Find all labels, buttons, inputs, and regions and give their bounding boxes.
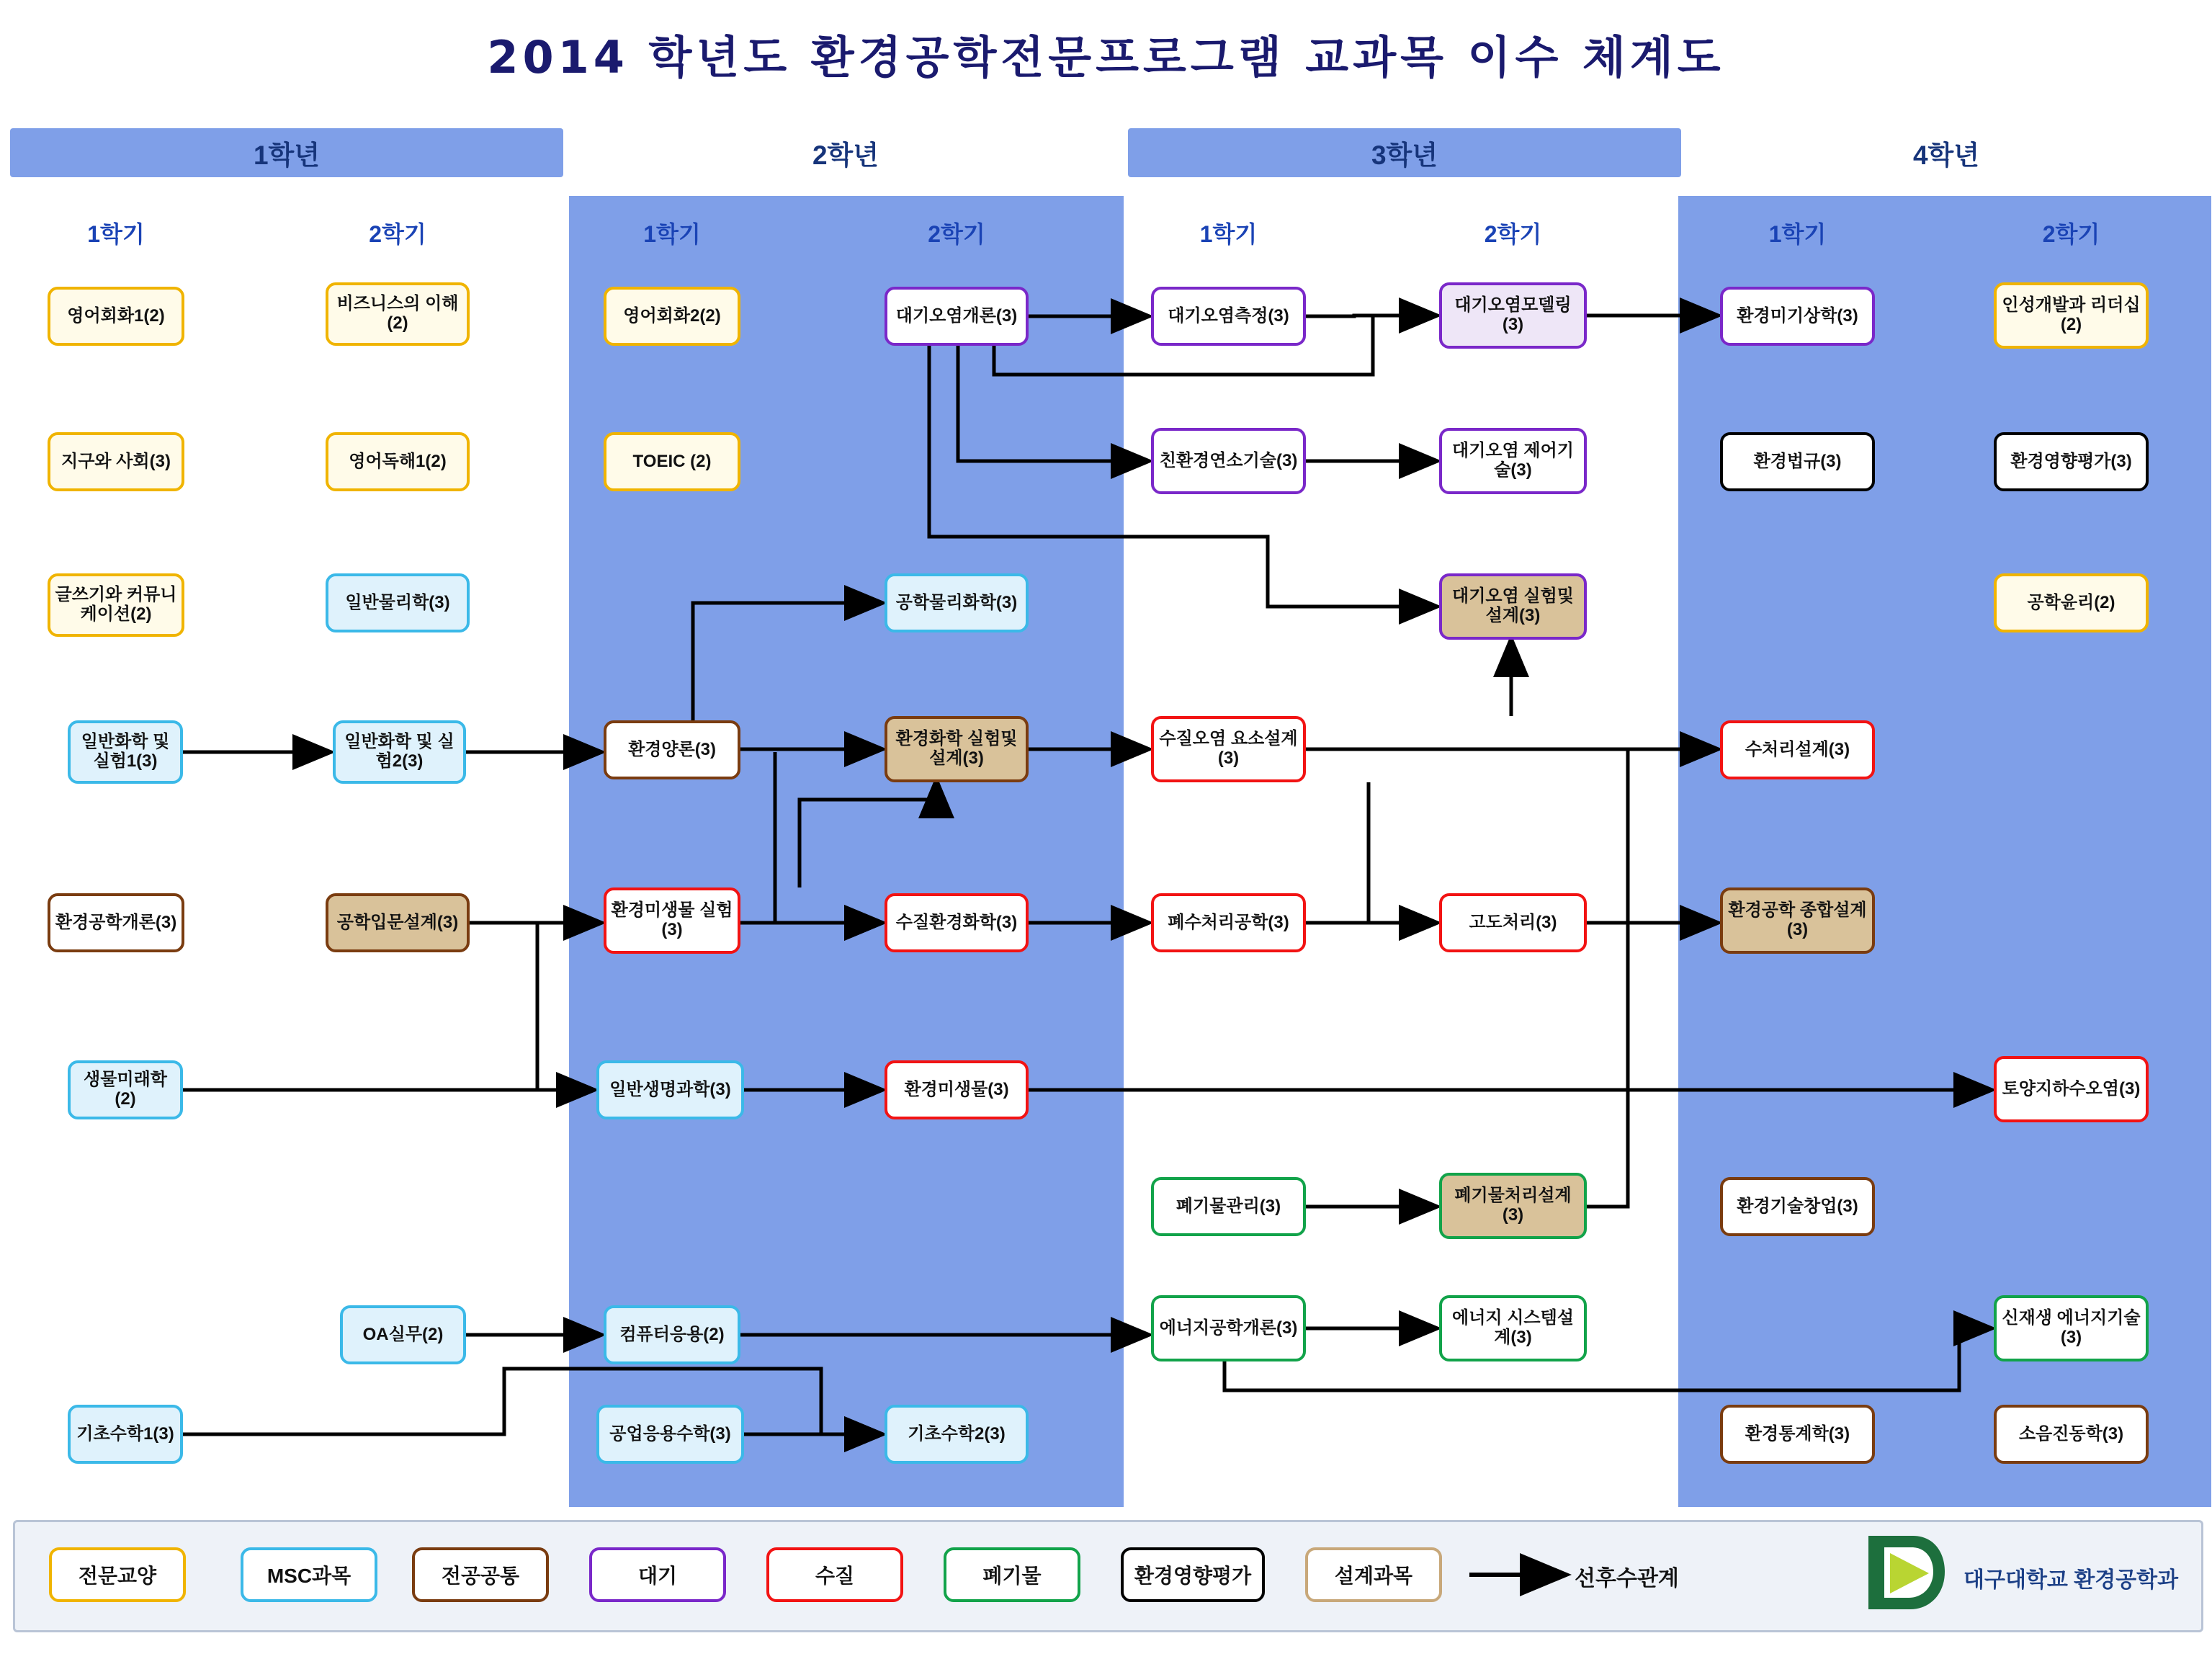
- course-label: 인성개발과 리더십(2): [2002, 295, 2141, 334]
- legend-label: 폐기물: [982, 1565, 1042, 1587]
- course-label: 글쓰기와 커뮤니케이션(2): [55, 585, 177, 624]
- course-box[interactable]: [596, 1060, 744, 1119]
- course-label: 대기오염모델링(3): [1454, 295, 1572, 334]
- course-box[interactable]: [68, 1405, 183, 1464]
- course-box[interactable]: [1439, 573, 1587, 640]
- course-box[interactable]: [1720, 287, 1875, 346]
- legend-item-air: [589, 1547, 726, 1602]
- legend-label: 전문교양: [78, 1565, 157, 1587]
- course-box[interactable]: [1994, 1295, 2149, 1361]
- course-label: 토양지하수오염(3): [2002, 1078, 2141, 1099]
- course-label: 수처리설계(3): [1745, 739, 1850, 759]
- course-box[interactable]: [48, 287, 184, 346]
- course-box[interactable]: [68, 720, 183, 784]
- semester-label-3: 1학기: [643, 221, 701, 247]
- course-label: 영어독해1(2): [349, 451, 447, 471]
- course-label: 일반화학 및 실험2(3): [344, 732, 455, 771]
- course-box[interactable]: [68, 1060, 183, 1119]
- course-box[interactable]: [326, 282, 470, 346]
- course-label: 대기오염개론(3): [895, 305, 1018, 326]
- course-label: 환경공학개론(3): [55, 912, 177, 932]
- course-label: 공학물리화학(3): [895, 592, 1018, 612]
- course-label: 환경화학 실험및설계(3): [895, 729, 1018, 768]
- course-label: 일반생명과학(3): [609, 1079, 731, 1099]
- course-label: 기초수학2(3): [908, 1423, 1006, 1444]
- course-label: 비즈니스의 이해(2): [336, 294, 459, 333]
- semester-label-6: 2학기: [1484, 221, 1542, 247]
- university-logo-icon: [1863, 1533, 1949, 1614]
- course-box[interactable]: [885, 287, 1029, 346]
- course-box[interactable]: [1994, 282, 2149, 349]
- course-label: 환경미생물(3): [904, 1079, 1009, 1099]
- course-box[interactable]: [1151, 1177, 1306, 1236]
- course-box[interactable]: [1720, 887, 1875, 954]
- course-box[interactable]: [604, 287, 740, 346]
- course-label: 폐기물관리(3): [1176, 1196, 1281, 1216]
- course-label: 공업응용수학(3): [609, 1423, 731, 1444]
- course-label: 친환경연소기술(3): [1159, 450, 1298, 470]
- legend-item-waste: [944, 1547, 1080, 1602]
- course-label: OA실무(2): [362, 1324, 444, 1344]
- course-box[interactable]: [1720, 720, 1875, 779]
- course-box[interactable]: [1151, 716, 1306, 782]
- course-box[interactable]: [1994, 432, 2149, 491]
- course-box[interactable]: [885, 573, 1029, 632]
- course-box[interactable]: [1151, 287, 1306, 346]
- course-box[interactable]: [885, 1060, 1029, 1119]
- course-box[interactable]: [1151, 428, 1306, 494]
- course-label: 수질오염 요소설계(3): [1159, 729, 1298, 768]
- course-box[interactable]: [48, 432, 184, 491]
- course-label: 환경기술창업(3): [1737, 1196, 1858, 1216]
- course-label: 컴퓨터응용(2): [619, 1324, 725, 1344]
- semester-label-2: 2학기: [369, 221, 426, 247]
- course-label: 환경미기상학(3): [1737, 305, 1858, 326]
- course-label: 대기오염 제어기술(3): [1452, 441, 1574, 480]
- course-label: 일반화학 및 실험1(3): [81, 732, 170, 771]
- course-box[interactable]: [604, 1305, 740, 1364]
- course-box[interactable]: [1439, 1295, 1587, 1361]
- course-box[interactable]: [48, 893, 184, 952]
- year-banner-1-label: 1학년: [253, 140, 321, 170]
- legend-label: 대기: [637, 1565, 678, 1587]
- course-label: 공학입문설계(3): [336, 912, 459, 932]
- year-banner-2-label: 2학년: [812, 140, 879, 170]
- page-title: 2014 학년도 환경공학전문프로그램 교과목 이수 체계도: [487, 31, 1725, 84]
- course-box[interactable]: [333, 720, 466, 784]
- course-label: 환경법규(3): [1753, 451, 1842, 471]
- semester-label-5: 1학기: [1199, 221, 1258, 247]
- year-banner-2: [569, 128, 1122, 177]
- course-box[interactable]: [1439, 428, 1587, 494]
- course-box[interactable]: [885, 1405, 1029, 1464]
- year-banner-3: [1128, 128, 1681, 177]
- legend-item-msc: [241, 1547, 377, 1602]
- course-box[interactable]: [1720, 1177, 1875, 1236]
- course-label: 고도처리(3): [1469, 912, 1557, 932]
- legend-arrow-label: 선후수관계: [1575, 1567, 1679, 1591]
- year-banner-3-label: 3학년: [1371, 140, 1438, 170]
- course-box[interactable]: [1994, 1056, 2149, 1122]
- year-banner-4-label: 4학년: [1912, 140, 1980, 170]
- course-label: 폐기물처리설계(3): [1454, 1186, 1572, 1225]
- course-label: 환경공학 종합설계(3): [1728, 900, 1867, 939]
- course-box[interactable]: [1151, 1295, 1306, 1361]
- course-label: 생물미래학(2): [84, 1070, 167, 1109]
- course-box[interactable]: [1439, 893, 1587, 952]
- legend-label: 환경영향평가: [1134, 1565, 1252, 1587]
- course-label: 에너지공학개론(3): [1159, 1318, 1298, 1338]
- legend-label: MSC과목: [267, 1565, 351, 1587]
- year-column-3-background: [1124, 196, 1132, 1507]
- year-banner-1: [10, 128, 563, 177]
- course-box[interactable]: [1994, 573, 2149, 632]
- legend-label: 전공공통: [441, 1565, 520, 1587]
- course-label: 대기오염 실험및설계(3): [1452, 586, 1574, 625]
- course-box[interactable]: [1151, 893, 1306, 952]
- semester-label-4: 2학기: [928, 221, 985, 247]
- legend-item-water: [766, 1547, 903, 1602]
- course-label: 공학윤리(2): [2027, 592, 2115, 612]
- year-banner-4: [1687, 128, 2206, 177]
- course-box[interactable]: [326, 573, 470, 632]
- semester-label-8: 2학기: [2042, 221, 2100, 247]
- course-label: 기초수학1(3): [76, 1423, 174, 1444]
- legend-item-eia: [1121, 1547, 1265, 1602]
- legend-item-design: [1305, 1547, 1442, 1602]
- course-box[interactable]: [1720, 432, 1875, 491]
- course-label: 소음진동학(3): [2018, 1423, 2124, 1444]
- course-label: 에너지 시스템설계(3): [1452, 1308, 1574, 1347]
- legend-item-common: [412, 1547, 549, 1602]
- course-label: 일반물리학(3): [345, 592, 450, 612]
- course-label: 신재생 에너지기술(3): [2002, 1308, 2141, 1347]
- legend-item-gyoyang: [49, 1547, 186, 1602]
- legend-label: 수질: [815, 1565, 855, 1587]
- course-box[interactable]: [1439, 1173, 1587, 1239]
- course-label: 폐수처리공학(3): [1168, 912, 1289, 932]
- semester-label-7: 1학기: [1768, 221, 1827, 247]
- course-label: 수질환경화학(3): [895, 912, 1018, 932]
- course-box[interactable]: [885, 716, 1029, 782]
- course-label: 환경통계학(3): [1745, 1423, 1850, 1444]
- course-label: 영어회화2(2): [623, 305, 721, 326]
- course-box[interactable]: [596, 1405, 744, 1464]
- course-box[interactable]: [340, 1305, 466, 1364]
- course-box[interactable]: [1994, 1405, 2149, 1464]
- course-label: 대기오염측정(3): [1168, 305, 1289, 326]
- course-box[interactable]: [604, 432, 740, 491]
- course-label: 환경미생물 실험(3): [611, 900, 733, 939]
- course-box[interactable]: [604, 720, 740, 779]
- course-box[interactable]: [326, 432, 470, 491]
- course-box[interactable]: [326, 893, 470, 952]
- course-label: 환경영향평가(3): [2010, 451, 2132, 471]
- legend-label: 설계과목: [1334, 1565, 1413, 1587]
- course-box[interactable]: [48, 573, 184, 637]
- course-box[interactable]: [604, 887, 740, 954]
- course-label: TOEIC (2): [632, 451, 712, 471]
- course-label: 영어회화1(2): [67, 305, 165, 326]
- university-name: 대구대학교 환경공학과: [1964, 1568, 2179, 1592]
- course-box[interactable]: [1720, 1405, 1875, 1464]
- semester-label-1: 1학기: [87, 221, 145, 247]
- course-label: 지구와 사회(3): [61, 451, 171, 471]
- course-label: 환경양론(3): [627, 739, 717, 759]
- course-box[interactable]: [1439, 282, 1587, 349]
- course-box[interactable]: [885, 893, 1029, 952]
